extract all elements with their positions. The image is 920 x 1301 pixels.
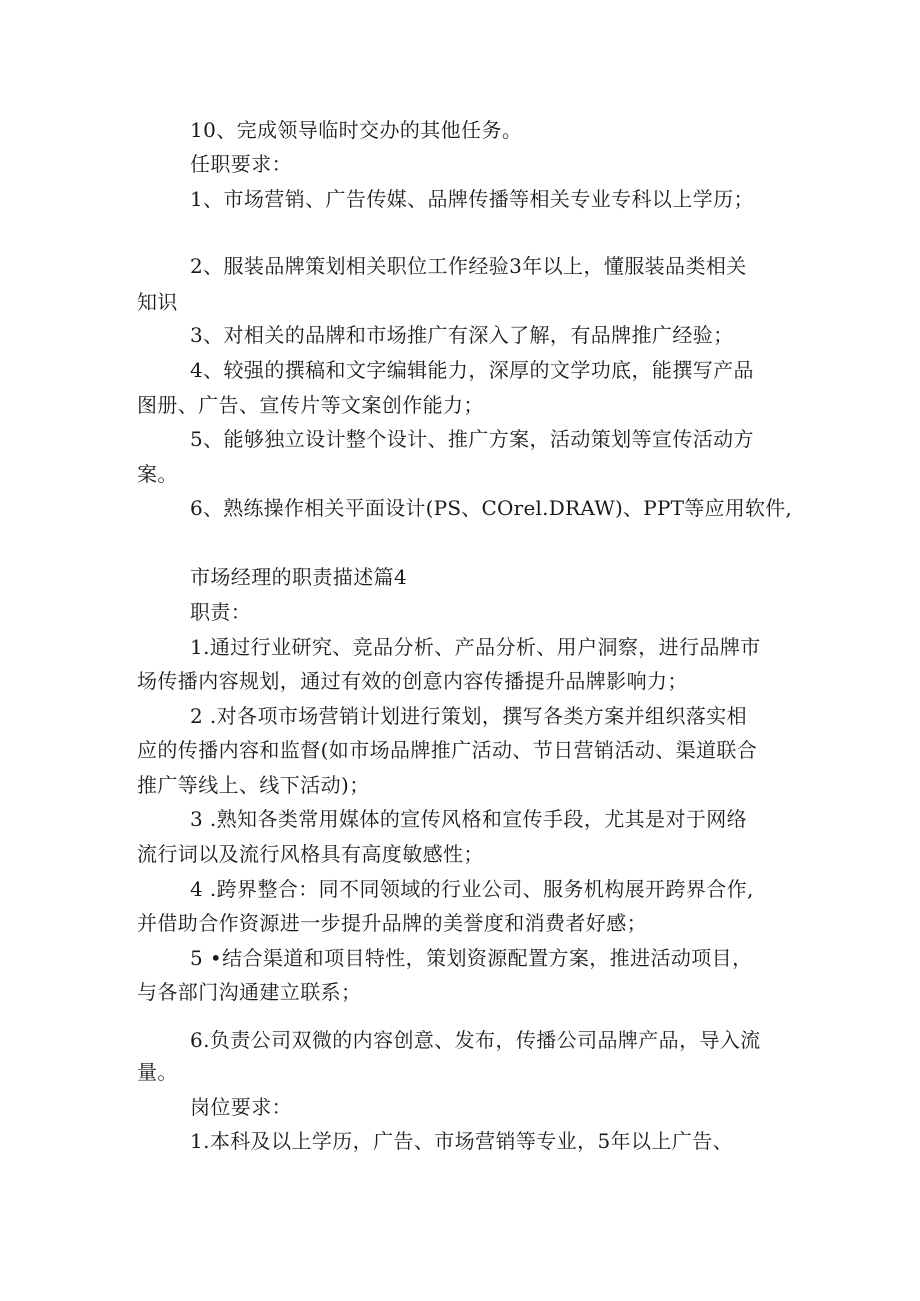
text-line: 2、服装品牌策划相关职位工作经验3年以上，懂服装品类相关 — [190, 254, 747, 278]
text-line: 4、较强的撰稿和文字编辑能力，深厚的文学功底，能撰写产品 — [190, 358, 754, 382]
text-line: 1、市场营销、广告传媒、品牌传播等相关专业专科以上学历； — [190, 187, 754, 211]
text-line: 4 .跨界整合：同不同领域的行业公司、服务机构展开跨界合作, — [190, 877, 754, 901]
section-title: 市场经理的职责描述篇4 — [190, 565, 408, 589]
text-line: 场传播内容规划，通过有效的创意内容传播提升品牌影响力； — [137, 669, 688, 693]
text-line: 应的传播内容和监督(如市场品牌推广活动、节日营销活动、渠道联合 — [137, 738, 758, 762]
text-line: 3 .熟知各类常用媒体的宣传风格和宣传手段，尤其是对于网络 — [190, 807, 748, 831]
text-line: 6.负责公司双微的内容创意、发布，传播公司品牌产品，导入流 — [190, 1028, 761, 1052]
text-line: 5、能够独立设计整个设计、推广方案，活动策划等宣传活动方 — [190, 427, 754, 451]
text-line: 案。 — [137, 462, 178, 486]
section-heading: 任职要求： — [190, 152, 292, 176]
text-line: 10、完成领导临时交办的其他任务。 — [190, 118, 523, 142]
text-line: 3、对相关的品牌和市场推广有深入了解，有品牌推广经验； — [190, 323, 734, 347]
text-line: 与各部门沟通建立联系； — [137, 980, 362, 1004]
section-heading: 岗位要求： — [190, 1095, 292, 1119]
section-heading: 职责： — [190, 600, 252, 624]
text-line: 推广等线上、线下活动)； — [137, 773, 370, 797]
text-line: 图册、广告、宣传片等文案创作能力； — [137, 393, 484, 417]
text-line: 6、熟练操作相关平面设计(PS、COrel.DRAW)、PPT等应用软件, — [190, 496, 793, 520]
text-line: 1.通过行业研究、竞品分析、产品分析、用户洞察，进行品牌市 — [190, 635, 761, 659]
text-line: 流行词以及流行风格具有高度敏感性； — [137, 842, 484, 866]
text-line: 1.本科及以上学历，广告、市场营销等专业，5年以上广告、 — [190, 1129, 734, 1153]
text-line: 并借助合作资源进一步提升品牌的美誉度和消费者好感； — [137, 911, 647, 935]
text-line: 2 .对各项市场营销计划进行策划，撰写各类方案并组织落实相 — [190, 704, 748, 728]
text-line: 知识 — [137, 290, 178, 314]
text-line: 5 •结合渠道和项目特性，策划资源配置方案，推进活动项目， — [190, 946, 753, 970]
text-line: 量。 — [137, 1060, 178, 1084]
